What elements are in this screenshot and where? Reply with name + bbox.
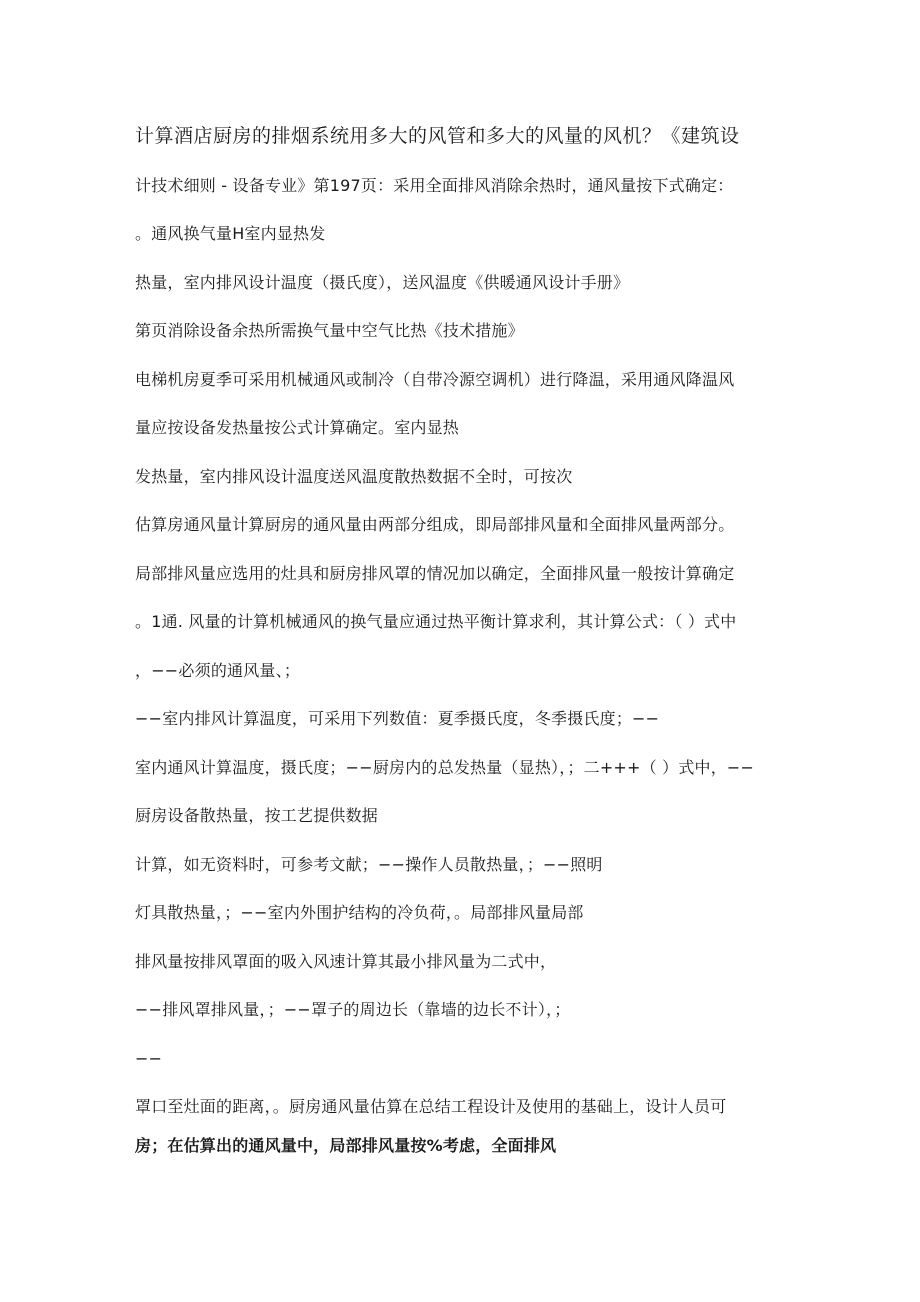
text-line-18: 排风量按排风罩面的吸入风速计算其最小排风量为二式中， bbox=[135, 952, 557, 971]
text-line-17: 灯具散热量，；−−室内外围护结构的冷负荷，。局部排风量局部 bbox=[135, 903, 584, 922]
text-line-13: −−室内排风计算温度，可采用下列数值：夏季摄氏度，冬季摄氏度；−− bbox=[135, 709, 660, 728]
text-line-11: 。1通. 风量的计算机械通风的换气量应通过热平衡计算求利，其计算公式：（ ）式中 bbox=[135, 612, 737, 631]
document-title-line: 计算酒店厨房的排烟系统用多大的风管和多大的风量的风机？《建筑设 bbox=[135, 125, 740, 147]
text-line-6: 电梯机房夏季可采用机械通风或制冷（自带冷源空调机）进行降温，采用通风降温风 bbox=[135, 370, 735, 389]
text-line-20: −− bbox=[135, 1049, 163, 1068]
text-line-10: 局部排风量应选用的灶具和厨房排风罩的情况加以确定，全面排风量一般按计算确定 bbox=[135, 564, 735, 583]
text-line-3: 。通风换气量H室内显热发 bbox=[135, 224, 326, 243]
text-line-4: 热量，室内排风设计温度（摄氏度），送风温度《供暖通风设计手册》 bbox=[135, 273, 630, 292]
text-line-16: 计算，如无资料时，可参考文献；−−操作人员散热量，；−−照明 bbox=[135, 855, 603, 874]
text-line-8: 发热量，室内排风设计温度送风温度散热数据不全时，可按次 bbox=[135, 467, 573, 486]
text-line-21: 罩口至灶面的距离，。厨房通风量估算在总结工程设计及使用的基础上，设计人员可 bbox=[135, 1097, 727, 1116]
text-line-19: −−排风罩排风量，；−−罩子的周边长（靠墙的边长不计），； bbox=[135, 1000, 571, 1019]
text-line-2: 计技术细则 - 设备专业》第197页：采用全面排风消除余热时，通风量按下式确定： bbox=[135, 176, 734, 195]
text-line-9: 估算房通风量计算厨房的通风量由两部分组成，即局部排风量和全面排风量两部分。 bbox=[135, 515, 735, 534]
text-line-7: 量应按设备发热量按公式计算确定。室内显热 bbox=[135, 418, 460, 437]
text-line-5: 第页消除设备余热所需换气量中空气比热《技术措施》 bbox=[135, 321, 524, 340]
text-line-22: 房；在估算出的通风量中，局部排风量按%考虑，全面排风 bbox=[135, 1136, 557, 1155]
text-line-12: ，−−必须的通风量、； bbox=[135, 661, 301, 680]
text-line-14: 室内通风计算温度，摄氏度；−−厨房内的总发热量（显热），；二+++（ ）式中，−− bbox=[135, 758, 755, 777]
text-line-15: 厨房设备散热量，按工艺提供数据 bbox=[135, 806, 379, 825]
